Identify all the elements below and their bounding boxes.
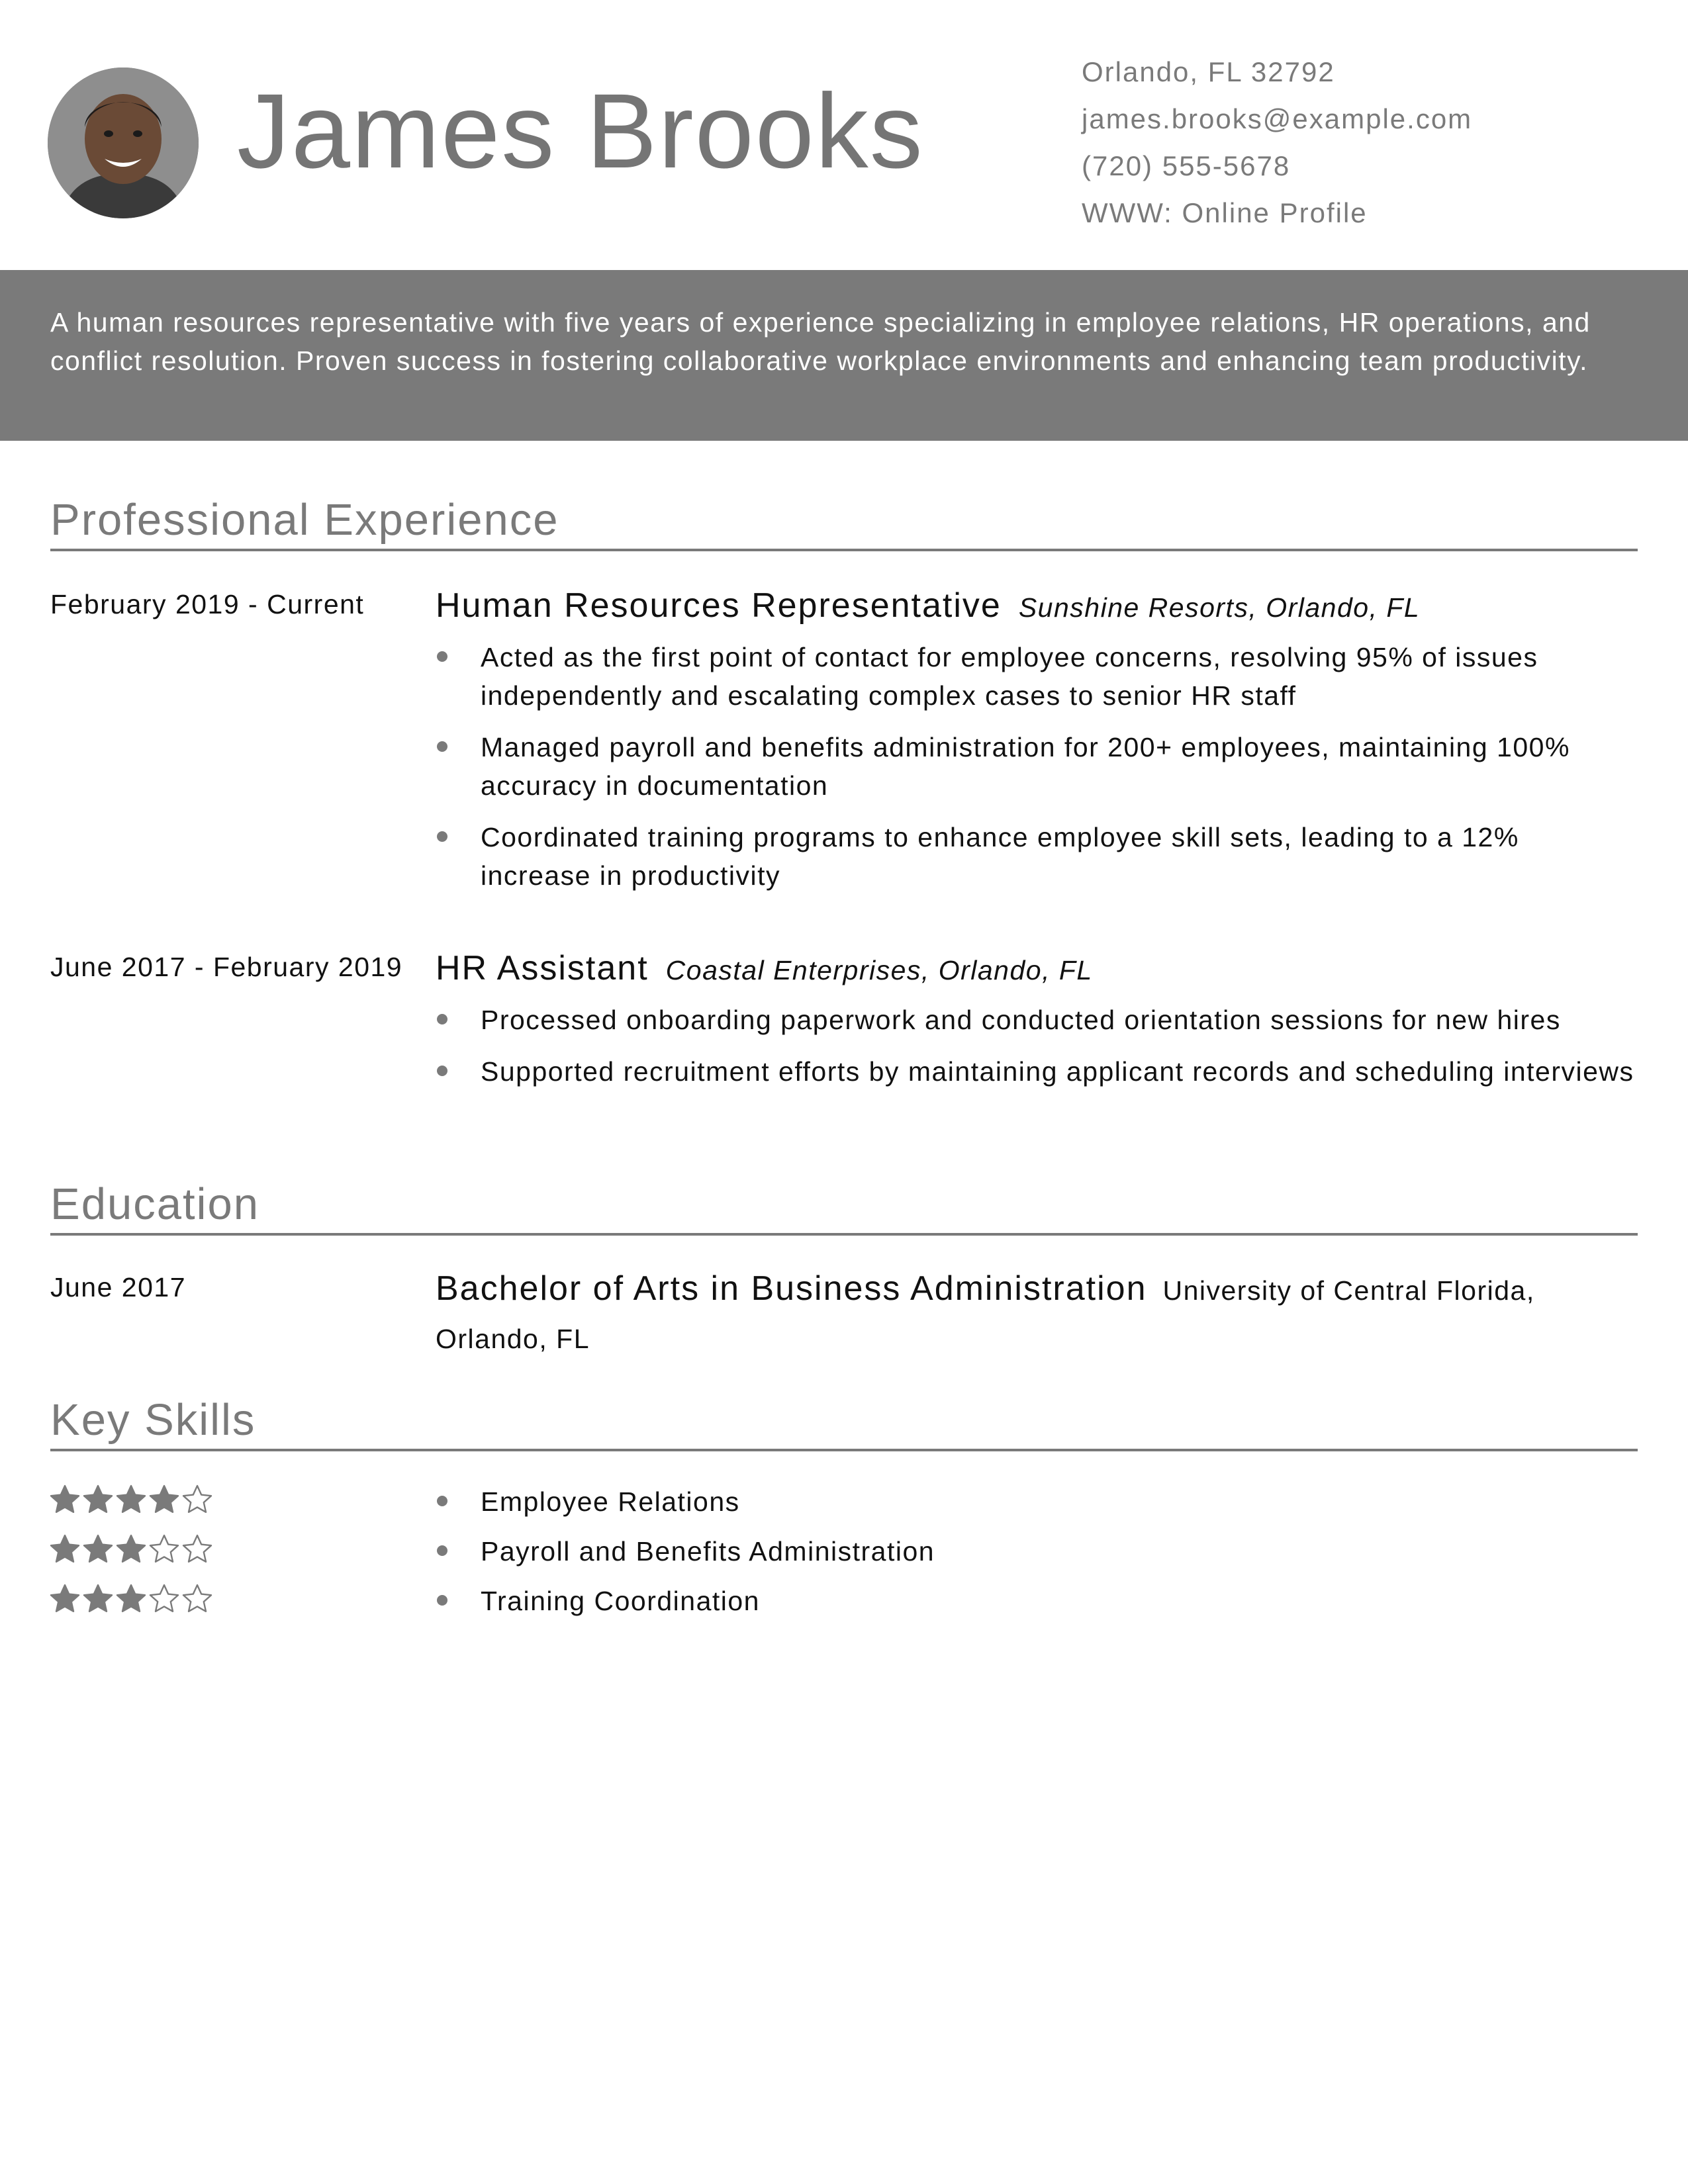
bullet-icon: [437, 1545, 447, 1556]
contact-block: [1082, 54, 1472, 242]
bullet-icon: [437, 1595, 447, 1606]
star-filled-icon: [82, 1533, 114, 1565]
star-filled-icon: [49, 1583, 81, 1615]
list-item: [436, 818, 1638, 895]
bullet-icon: [437, 1496, 447, 1506]
contact-location: Orlando, FL 32792: [1082, 56, 1335, 87]
job-bullets: [436, 1001, 1638, 1091]
school: University of Central Florida, Orlando, FL: [436, 1275, 1535, 1354]
list-item: [436, 1052, 1638, 1091]
job-dates: June 2017 - February 2019: [50, 952, 403, 982]
star-empty-icon: [148, 1533, 180, 1565]
job-company: Coastal Enterprises, Orlando, FL: [665, 955, 1093, 985]
star-filled-icon: [115, 1533, 147, 1565]
bullet-text: Managed payroll and benefits administration for 200+ employees, maintaining 100% accuracy in documentation: [481, 732, 1570, 801]
job-company: Sunshine Resorts, Orlando, FL: [1018, 592, 1421, 623]
contact-email[interactable]: james.brooks@example.com: [1082, 103, 1473, 134]
bullet-icon: [437, 651, 447, 662]
star-empty-icon: [181, 1484, 213, 1516]
job-title: Human Resources Representative: [436, 586, 1002, 625]
star-filled-icon: [49, 1484, 81, 1516]
education-entry: [436, 1265, 1638, 1362]
skill-list: [436, 1482, 935, 1631]
star-filled-icon: [82, 1484, 114, 1516]
bullet-text: Supported recruitment efforts by maintaining applicant records and scheduling interviews: [481, 1056, 1634, 1087]
job-heading: [436, 585, 1638, 626]
list-item: [436, 1482, 935, 1532]
job-heading: [436, 948, 1638, 989]
education-line: [436, 1265, 1638, 1362]
star-filled-icon: [115, 1583, 147, 1615]
bullet-text: Acted as the first point of contact for employee concerns, resolving 95% of issues independently and escalating complex cases to senior HR staff: [481, 642, 1538, 711]
list-item: [436, 1532, 935, 1582]
list-item: [436, 728, 1638, 805]
job-bullets: [436, 638, 1638, 895]
section-heading-experience: Professional Experience: [50, 498, 1638, 551]
star-empty-icon: [181, 1583, 213, 1615]
degree: Bachelor of Arts in Business Administration: [436, 1269, 1147, 1308]
job-entry: [436, 585, 1638, 908]
education-date: June 2017: [50, 1272, 187, 1302]
skill-rating: [49, 1583, 213, 1620]
section-heading-education: Education: [50, 1182, 1638, 1236]
job-title: HR Assistant: [436, 949, 649, 987]
skill-name: Payroll and Benefits Administration: [481, 1536, 935, 1567]
list-item: [436, 638, 1638, 715]
skill-rating: [49, 1484, 213, 1521]
bullet-icon: [437, 741, 447, 752]
avatar-icon: [48, 68, 199, 218]
bullet-icon: [437, 1014, 447, 1024]
star-empty-icon: [181, 1533, 213, 1565]
profile-photo: [48, 68, 199, 218]
summary-text: A human resources representative with five years of experience specializing in employee relations, HR operations, and conflict resolution. Proven success in fostering collaborative workplace environments and enhancing team productivity.: [50, 307, 1591, 376]
star-filled-icon: [115, 1484, 147, 1516]
bullet-icon: [437, 1066, 447, 1076]
contact-website[interactable]: WWW: Online Profile: [1082, 197, 1368, 228]
star-empty-icon: [148, 1583, 180, 1615]
star-filled-icon: [49, 1533, 81, 1565]
job-entry: [436, 948, 1638, 1104]
star-filled-icon: [82, 1583, 114, 1615]
skill-rating: [49, 1533, 213, 1570]
skill-name: Training Coordination: [481, 1586, 760, 1616]
star-filled-icon: [148, 1484, 180, 1516]
contact-phone[interactable]: (720) 555-5678: [1082, 150, 1291, 181]
section-heading-skills: Key Skills: [50, 1398, 1638, 1451]
summary-band: [0, 270, 1688, 441]
job-dates: February 2019 - Current: [50, 589, 365, 619]
list-item: [436, 1001, 1638, 1039]
list-item: [436, 1582, 935, 1631]
bullet-text: Processed onboarding paperwork and conducted orientation sessions for new hires: [481, 1005, 1561, 1036]
bullet-icon: [437, 831, 447, 842]
bullet-text: Coordinated training programs to enhance employee skill sets, leading to a 12% increase in productivity: [481, 822, 1519, 891]
candidate-name: James Brooks: [237, 71, 924, 190]
skill-name: Employee Relations: [481, 1486, 740, 1517]
